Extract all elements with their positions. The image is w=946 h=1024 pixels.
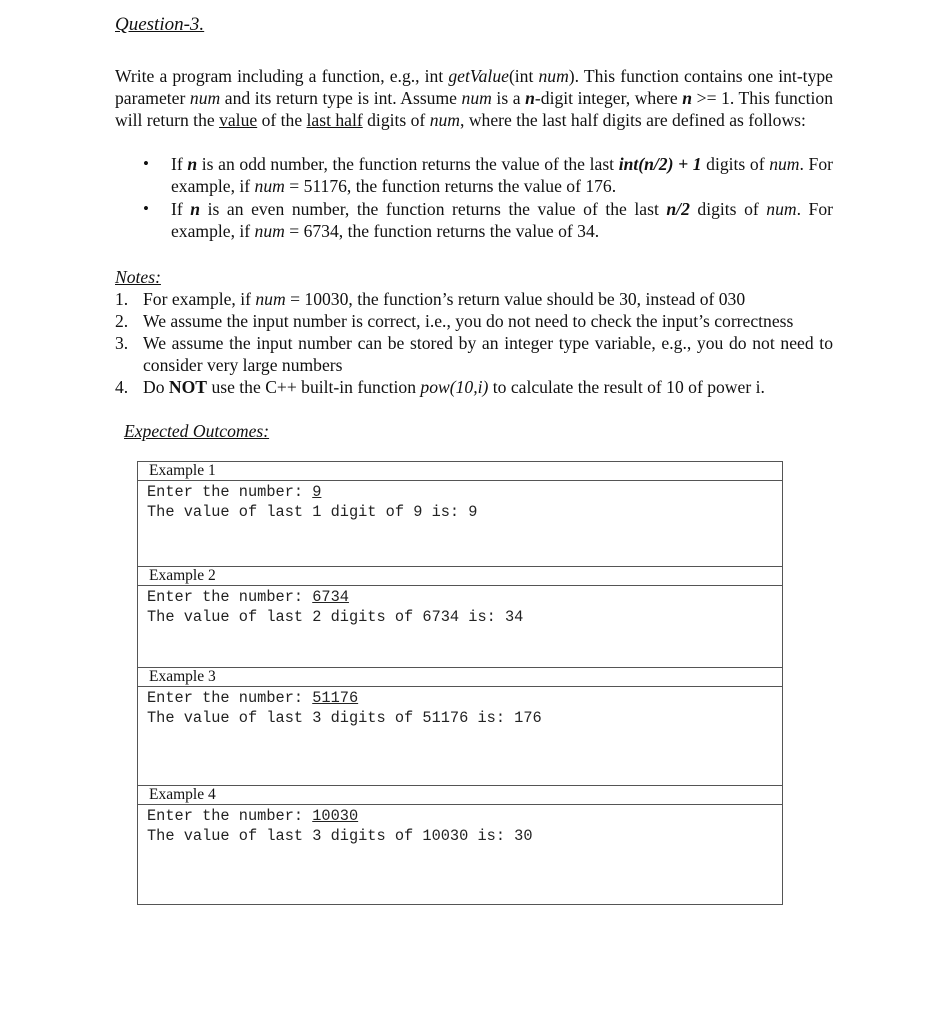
console-output: Enter the number: 9 The value of last 1 digit of 9 is: 9 [138,481,783,567]
console-output: Enter the number: 6734 The value of last 2 digits of 6734 is: 34 [138,586,783,668]
bullet-odd-case: • If n is an odd number, the function returns the value of the last int(n/2) + 1 digits of num. For example, if num = 51176, the function returns the value of 176. [140,153,833,197]
example-title: Example 4 [138,786,783,805]
notes-list [115,288,833,398]
user-input: 9 [312,483,322,501]
example-block [138,462,783,567]
intro-paragraph: Write a program including a function, e.g., int getValue(int num). This function contains one int-type parameter num and its return type is int. Assume num is a n-digit integer, where n >= 1. This function will return the value of the last half digits of num, where the last half digits are defined as follows: [115,66,833,130]
question-heading: Question-3. [115,14,205,35]
user-input: 10030 [312,807,359,825]
bullet-even-case: • If n is an even number, the function returns the value of the last n/2 digits of num. For example, if num = 6734, the function returns the value of 34. [140,198,833,242]
note-item: 3. We assume the input number can be stored by an integer type variable, e.g., you do not need to consider very large numbers [115,333,833,375]
rule-bullet-list [140,153,833,243]
note-item: 4. Do NOT use the C++ built-in function pow(10,i) to calculate the result of 10 of power i. [115,377,765,397]
user-input: 6734 [312,588,349,606]
example-block [138,786,783,905]
example-title: Example 1 [138,462,783,481]
example-title: Example 2 [138,567,783,586]
examples-table [137,461,783,905]
example-title: Example 3 [138,668,783,687]
console-output: Enter the number: 51176 The value of last 3 digits of 51176 is: 176 [138,687,783,786]
example-block [138,668,783,786]
expected-outcomes-heading: Expected Outcomes: [124,421,270,441]
console-output: Enter the number: 10030 The value of last 3 digits of 10030 is: 30 [138,805,783,905]
note-item: 2. We assume the input number is correct, i.e., you do not need to check the input’s correctness [115,311,794,331]
example-block [138,567,783,668]
note-item: 1. For example, if num = 10030, the function’s return value should be 30, instead of 030 [115,289,746,309]
notes-heading: Notes: [115,267,161,287]
user-input: 51176 [312,689,359,707]
